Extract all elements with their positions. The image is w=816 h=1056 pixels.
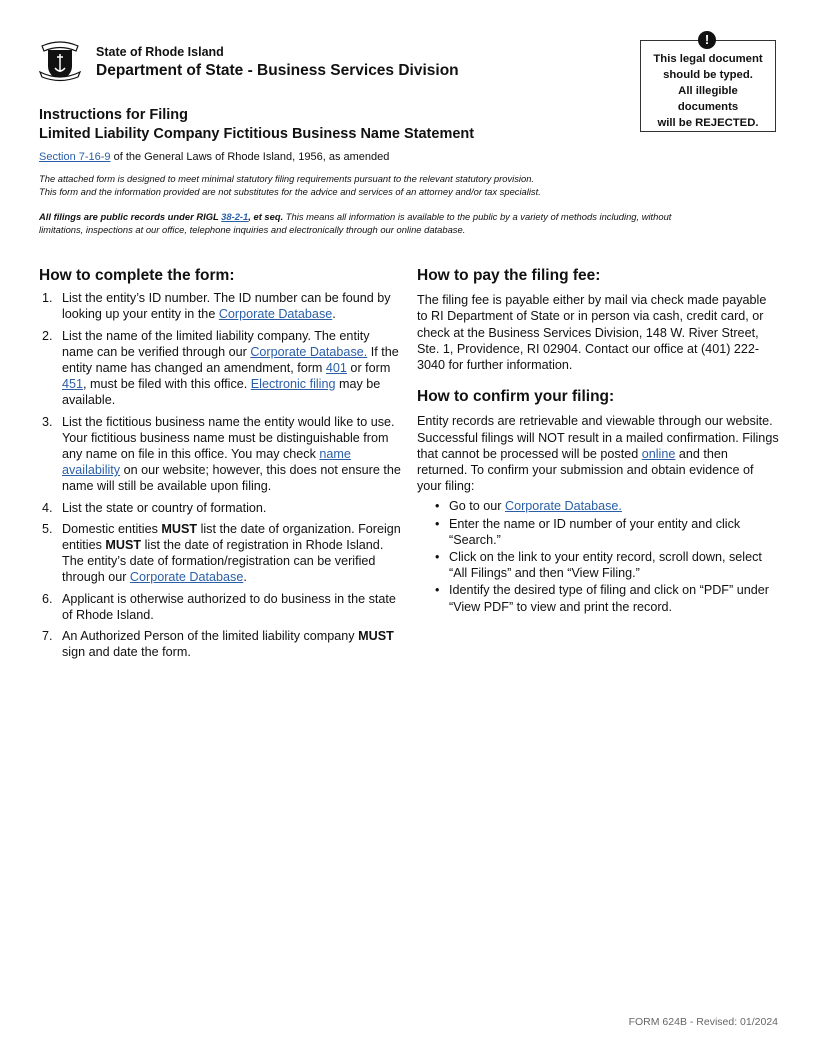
title-line-2: Limited Liability Company Fictitious Business Name Statement — [39, 126, 475, 142]
bullet-icon: • — [435, 516, 440, 531]
item-text: . — [243, 570, 247, 585]
item-number: 1. — [42, 291, 53, 306]
state-name: State of Rhode Island — [96, 45, 224, 59]
form-revision: FORM 624B - Revised: 01/2024 — [628, 1016, 778, 1028]
item-text: List the name of the limited liability company. The entity name can be verified through our — [62, 328, 370, 359]
confirm-text-part: and then returned. To confirm your submission and obtain evidence of your filing: — [417, 446, 754, 494]
step-text: Enter the name or ID number of your entity and click “Search.” — [449, 516, 741, 547]
item-number: 2. — [42, 328, 53, 343]
bullet-icon: • — [435, 550, 440, 565]
public-bold: , et seq. — [248, 211, 284, 222]
warning-line: All illegible — [678, 85, 738, 97]
emphasis: MUST — [358, 629, 394, 644]
name-availability-link[interactable]: name availability — [62, 447, 351, 478]
corporate-database-link[interactable]: Corporate Database — [218, 307, 333, 322]
list-item — [39, 500, 401, 516]
disclaimer-line: The attached form is designed to meet minimal statutory filing requirements pursuant to the relevant statutory provision. — [39, 173, 535, 184]
title-line-1: Instructions for Filing — [39, 107, 189, 123]
section-heading: How to pay the filing fee: — [417, 267, 601, 284]
emphasis: MUST — [105, 538, 142, 553]
item-number: 3. — [42, 414, 53, 429]
list-item — [39, 414, 401, 495]
item-number: 5. — [42, 521, 53, 536]
list-item — [39, 521, 401, 586]
public-text: This means all information is available to the public by a variety of methods including, without limitations, inspections at our office, telephone inquiries and electronically through our online database. — [39, 211, 672, 235]
list-item — [417, 549, 779, 581]
warning-line: should be typed. — [663, 69, 753, 81]
online-link[interactable]: online — [641, 446, 676, 461]
exclamation-icon: ! — [698, 31, 716, 49]
item-number: 4. — [42, 500, 53, 515]
statute-text: of the General Laws of Rhode Island, 1956, as amended — [110, 151, 390, 163]
page-title — [39, 106, 474, 144]
form-451-link[interactable]: 451 — [62, 377, 84, 392]
item-text: List the state or country of formation. — [62, 500, 267, 515]
step-text: Identify the desired type of filing and click on “PDF” under “View PDF” to view and print the record. — [449, 583, 769, 614]
warning-line: will be REJECTED. — [657, 117, 759, 129]
statute-reference — [39, 151, 389, 163]
step-text: Click on the link to your entity record, scroll down, select “All Filings” and then “View Filing.” — [449, 550, 762, 581]
item-text: List the fictitious business name the entity would like to use. Your fictitious business name must be distinguishable from any name on file in this office. You may check — [62, 414, 395, 462]
item-text: . — [332, 307, 336, 322]
item-number: 6. — [42, 591, 53, 606]
disclaimer — [39, 172, 541, 198]
item-text: , must be filed with this office. — [83, 377, 251, 392]
section-heading: How to confirm your filing: — [417, 388, 615, 406]
corporate-database-link[interactable]: Corporate Database. — [250, 344, 368, 359]
electronic-filing-link[interactable]: Electronic filing — [250, 377, 336, 392]
instructions-list — [39, 290, 401, 660]
right-column — [417, 268, 779, 616]
item-text: An Authorized Person of the limited liability company — [62, 629, 359, 644]
pay-text: The filing fee is payable either by mail via check made payable to RI Department of State or in person via cash, credit card, or check at the Business Services Division, 148 W. River Street, Ste. 1, Providence, RI 02904. Contact our office at (401) 222-3040 for further information. — [417, 293, 767, 373]
item-text: sign and date the form. — [62, 645, 191, 660]
disclaimer-line: This form and the information provided are not substitutes for the advice and services of an attorney and/or tax specialist. — [39, 186, 541, 197]
list-item — [39, 591, 401, 623]
department-name: Department of State - Business Services Division — [96, 62, 459, 79]
complete-form-section — [39, 268, 401, 665]
warning-line: This legal document — [653, 53, 763, 65]
item-text: on our website; however, this does not ensure the name will still be available upon filing. — [62, 463, 401, 494]
bullet-icon: • — [435, 499, 440, 514]
item-text: may be available. — [62, 377, 381, 408]
list-item — [417, 516, 779, 548]
list-item — [417, 498, 779, 514]
step-text: Go to our — [449, 499, 506, 514]
confirm-steps — [417, 498, 779, 614]
emphasis: MUST — [161, 521, 198, 536]
confirm-text — [417, 413, 779, 494]
list-item — [39, 290, 401, 322]
item-text: Domestic entities — [62, 521, 162, 536]
section-link[interactable]: Section 7-16-9 — [39, 151, 111, 163]
item-text: list the date of registration in Rhode Island. The entity’s date of formation/registration can be verified through our — [62, 538, 384, 585]
form-401-link[interactable]: 401 — [325, 361, 347, 376]
bullet-icon: • — [435, 583, 440, 598]
rigl-link[interactable]: 38-2-1 — [221, 211, 249, 222]
item-text: If the entity name has changed an amendment, form — [62, 344, 399, 376]
list-item — [39, 628, 401, 660]
item-text: Applicant is otherwise authorized to do business in the state of Rhode Island. — [62, 591, 396, 622]
rhode-island-seal-icon — [38, 38, 82, 82]
section-heading: How to complete the form: — [39, 267, 235, 284]
item-text: List the entity’s ID number. The ID number can be found by looking up your entity in the — [62, 291, 391, 322]
warning-box — [640, 40, 776, 132]
warning-line: documents — [677, 101, 739, 113]
public-records-notice — [39, 210, 689, 236]
public-bold: All filings are public records under RIGL — [39, 211, 222, 222]
corporate-database-link[interactable]: Corporate Database. — [505, 499, 622, 514]
list-item — [417, 582, 779, 614]
item-text: list the date of organization. Foreign entities — [62, 521, 401, 553]
item-text: or form — [346, 361, 391, 376]
corporate-database-link[interactable]: Corporate Database — [129, 570, 244, 585]
item-number: 7. — [42, 629, 53, 644]
list-item — [39, 328, 401, 409]
confirm-text-part: Entity records are retrievable and viewable through our website. Successful filings will NOT result in a mailed confirmation. Filings that cannot be processed will be posted — [417, 414, 779, 461]
